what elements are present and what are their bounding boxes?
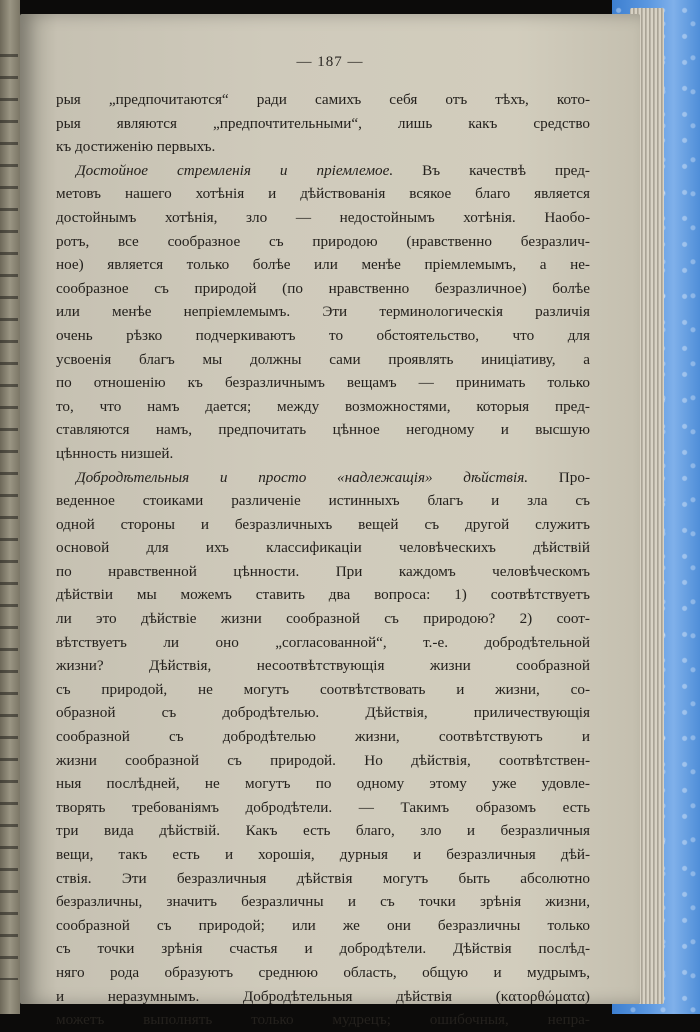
text-line: [56, 348, 590, 372]
text-line: [56, 843, 590, 867]
text-line: [56, 253, 590, 277]
text-line: [56, 230, 590, 254]
text-line: [56, 536, 590, 560]
text-line: [56, 324, 590, 348]
text-line-content: ныя послѣдней, не могутъ по одному этому уже удовле-: [56, 775, 590, 793]
text-line: [56, 654, 590, 678]
text-line-content: съ природой, не могутъ соотвѣтствовать и жизни, со-: [56, 680, 590, 698]
text-line-content: образной съ добродѣтелью. Дѣйствія, приличествующія: [56, 704, 590, 722]
text-line-content: Про-: [528, 468, 590, 486]
text-line-content: ставляются намъ, предпочитать цѣнное негодному и высшую: [56, 421, 590, 439]
text-line: [56, 819, 590, 843]
book-page: [20, 14, 640, 1029]
text-line: [56, 890, 590, 914]
text-line: [56, 631, 590, 655]
text-line: [56, 112, 590, 136]
text-line: [56, 206, 590, 230]
text-line: [56, 749, 590, 773]
text-line-content: творять требованіямъ добродѣтели. — Такимъ образомъ есть: [56, 798, 590, 816]
text-line-content: очень рѣзко подчеркиваютъ то обстоятельство, что для: [56, 326, 590, 344]
text-line: [56, 560, 590, 584]
section-heading-italic: Добродѣтельныя и просто «надлежащія» дѣйствія.: [76, 468, 529, 486]
text-line: [56, 937, 590, 961]
text-line-content: вѣтствуетъ ли оно „согласованной“, т.-е. добродѣтельной: [56, 633, 590, 651]
text-line-content: ротъ, все сообразное съ природою (нравственно безразлич-: [56, 232, 590, 250]
text-line: [56, 961, 590, 985]
text-line-content: то, что намъ дается; между возможностями, которыя пред-: [56, 397, 590, 415]
text-line-content: по отношенію къ безразличнымъ вещамъ — принимать только: [56, 374, 590, 392]
text-line-content: безразличны, значитъ безразличны и съ точки зрѣнія жизни,: [56, 893, 590, 911]
text-line: [56, 300, 590, 324]
text-line: [56, 277, 590, 301]
text-line-content: одной стороны и безразличныхъ вещей съ другой служитъ: [56, 515, 590, 533]
text-line: [56, 583, 590, 607]
text-line-content: три вида дѣйствій. Какъ есть благо, зло и безразличныя: [56, 822, 590, 840]
page-number: — 187 —: [296, 54, 364, 70]
text-line-content: ствія. Эти безразличныя дѣйствія могутъ быть абсолютно: [56, 869, 590, 887]
text-line: [56, 725, 590, 749]
text-line-content: няго рода образуютъ среднюю область, общую и мудрымъ,: [56, 963, 590, 981]
text-line: [56, 867, 590, 891]
text-line-content: рыя являются „предпочтительными“, лишь какъ средство: [56, 114, 590, 132]
text-line-content: и неразумнымъ. Добродѣтельныя дѣйствія (κατορθώματα): [56, 987, 590, 1005]
text-line: [56, 772, 590, 796]
text-line: [56, 678, 590, 702]
text-line: [56, 489, 590, 513]
text-line-content: достойнымъ хотѣнія, зло — недостойнымъ хотѣнія. Наобо-: [56, 208, 590, 226]
text-line: [56, 418, 590, 442]
text-line: [56, 985, 590, 1009]
section-heading-italic: Достойное стремленія и пріемлемое.: [76, 161, 394, 179]
text-line: [56, 607, 590, 631]
text-line: [56, 914, 590, 938]
text-line: [56, 1008, 590, 1032]
text-line: [56, 159, 590, 183]
text-line-content: сообразное съ природой (по нравственно безразличное) болѣе: [56, 279, 590, 297]
text-line-content: ное) является только болѣе или менѣе пріемлемымъ, а не-: [56, 256, 590, 274]
text-line-content: усвоенія благъ мы должны сами проявлять иниціативу, а: [56, 350, 590, 368]
text-line-content: сообразной съ природой; или же они безразличны только: [56, 916, 590, 934]
text-line-content: веденное стоиками различеніе истинныхъ благъ и зла съ: [56, 492, 590, 510]
text-line-content: рыя „предпочитаются“ ради самихъ себя отъ тѣхъ, кото-: [56, 91, 590, 108]
text-line-content: по нравственной цѣнности. При каждомъ человѣческомъ: [56, 562, 590, 580]
text-line-content: жизни сообразной съ природой. Но дѣйствія, соотвѣтствен-: [56, 751, 590, 769]
text-line-content: дѣйствіи мы можемъ ставить два вопроса: 1) соотвѣтствуетъ: [56, 586, 590, 604]
page-body-text: [56, 88, 590, 1032]
text-line: [56, 796, 590, 820]
text-line: [56, 182, 590, 206]
text-line: [56, 371, 590, 395]
text-line-content: можетъ выполнять только мудрецъ; ошибочныя, непра-: [56, 1011, 590, 1029]
text-line: [56, 395, 590, 419]
text-line: [56, 442, 590, 466]
text-line-content: жизни? Дѣйствія, несоотвѣтствующія жизни сообразной: [56, 657, 590, 675]
text-line-content: сообразной съ добродѣтелью жизни, соотвѣтствуютъ и: [56, 728, 590, 746]
text-line: [56, 701, 590, 725]
text-line: [56, 466, 590, 490]
text-line-content: съ точки зрѣнія счастья и добродѣтели. Дѣйствія послѣд-: [56, 940, 590, 958]
text-line: [56, 88, 590, 112]
adjacent-page-text-fragments: [0, 40, 18, 980]
text-line-content: метовъ нашего хотѣнія и дѣйствованія всякое благо является: [56, 185, 590, 203]
text-line-content: цѣнность низшей.: [56, 444, 174, 462]
text-line: [56, 513, 590, 537]
text-line-content: къ достиженію первыхъ.: [56, 138, 216, 156]
text-line-content: ли это дѣйствіе жизни сообразной съ природою? 2) соот-: [56, 610, 590, 628]
adjacent-page-edge: [0, 0, 20, 1014]
text-line-content: Въ качествѣ пред-: [393, 161, 590, 179]
text-line-content: вещи, такъ есть и хорошія, дурныя и безразличныя дѣй-: [56, 846, 590, 863]
text-line: [56, 135, 590, 159]
text-line-content: основой для ихъ классификаціи человѣческихъ дѣйствій: [56, 539, 590, 557]
text-line-content: или менѣе непріемлемымъ. Эти терминологическія различія: [56, 303, 590, 321]
